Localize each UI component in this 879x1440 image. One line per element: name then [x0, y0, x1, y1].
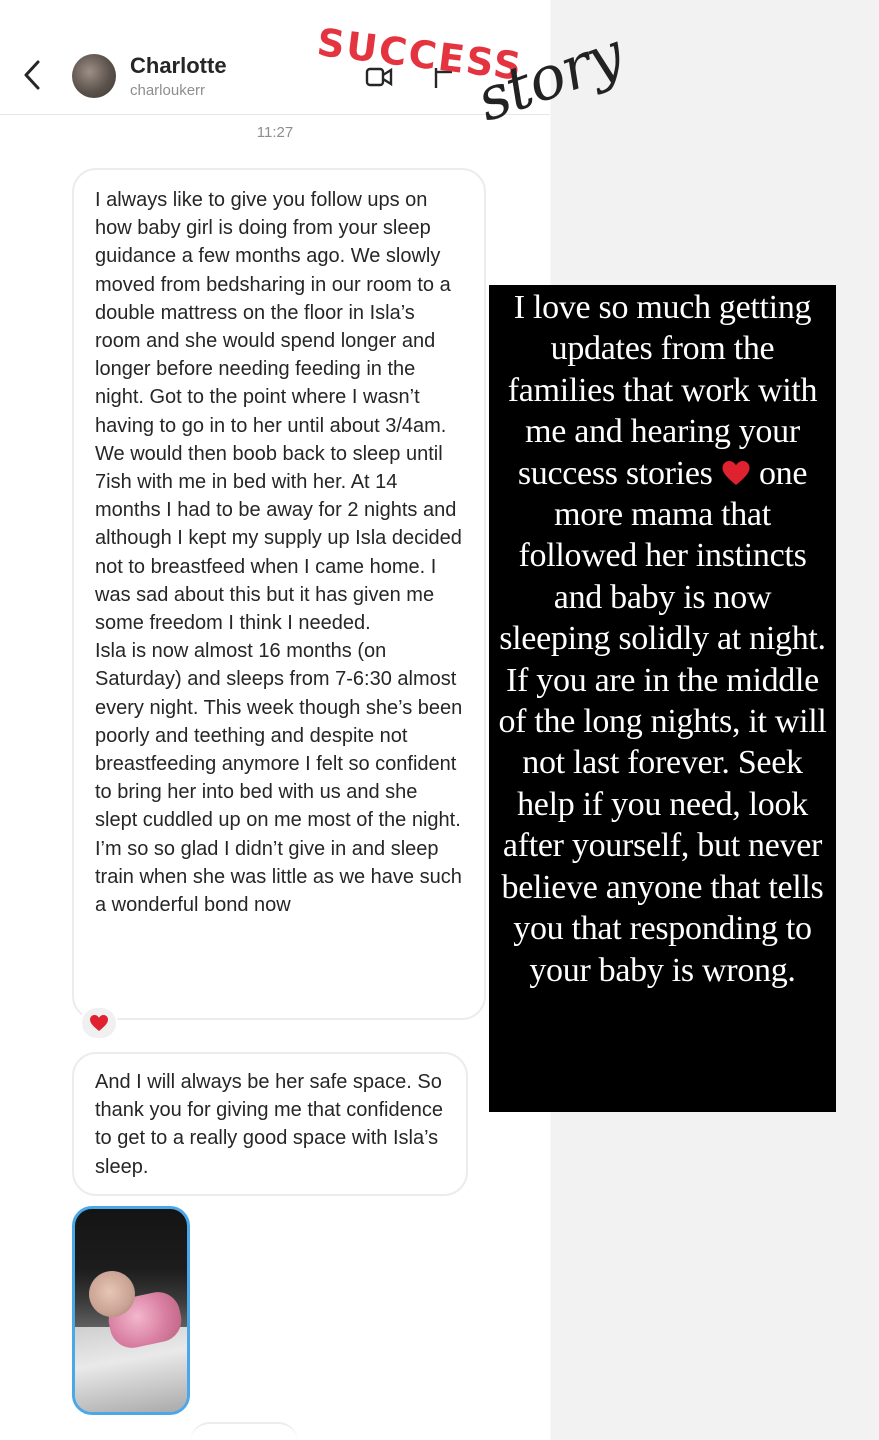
quote-text: [495, 287, 830, 991]
success-title: SUCCESS: [314, 20, 526, 89]
quote-box: [489, 285, 836, 1112]
quote-part-2: one more mama that followed her instincts and baby is now sleeping solidly at night. If you are in the middle of the long nights, it will not last forever. Seek help if you need, look after yourself, but never believe anyone that tells you that responding to your baby is wrong.: [498, 454, 827, 989]
contact-name[interactable]: Charlotte: [130, 53, 227, 78]
heart-icon: [721, 459, 751, 487]
back-button[interactable]: [20, 58, 48, 92]
heart-icon: [89, 1014, 109, 1032]
story-title: story: [468, 19, 632, 136]
message-bubble[interactable]: [72, 168, 486, 1020]
message-timestamp: 11:27: [256, 124, 294, 141]
message-bubble[interactable]: [72, 1052, 468, 1196]
avatar[interactable]: [72, 54, 116, 98]
photo-message[interactable]: [72, 1206, 190, 1415]
heart-reaction[interactable]: [80, 1006, 118, 1040]
message-text: Isla is now almost 16 months (on Saturday) and sleeps from 7-6:30 almost every night. This week though she’s been poorly and teething and despite not breastfeeding anymore I felt so confident to bring her into bed with us and she slept cuddled up on me most of the night. I’m so so glad I didn’t give in and sleep train when she was little as we have such a wonderful bond now: [95, 640, 463, 917]
message-text: I always like to give you follow ups on how baby girl is doing from your sleep guidance a few months ago. We slowly moved from bedsharing in our room to a double mattress on the floor in Isla’s room and she would spend longer and longer before needing feeding in the night. Got to the point where I wasn’t having to go in to her until about 3/4am. We would then boob back to sleep until 7ish with me in bed with her. At 14 months I had to be away for 2 nights and although I kept my supply up Isla decided not to breastfeed when I came home. I was sad about this but it has given me some freedom I think I needed.: [95, 189, 462, 635]
message-text: And I will always be her safe space. So thank you for giving me that confidence to get to a really good space with Isla’s sleep.: [95, 1071, 443, 1178]
photo-baby-head: [89, 1271, 135, 1317]
quote-part-1: I love so much getting updates from the families that work with me and hearing your success stories: [507, 289, 818, 492]
contact-handle: charloukerr: [130, 82, 206, 99]
chevron-left-icon: [20, 58, 48, 92]
next-message-edge: [190, 1422, 298, 1440]
